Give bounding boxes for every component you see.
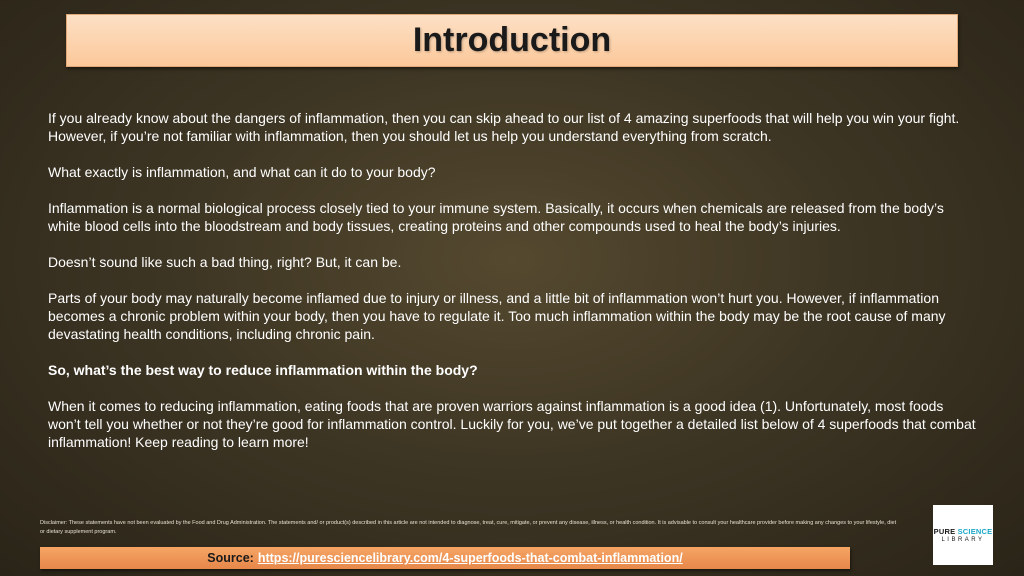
logo-top-line — [934, 527, 993, 536]
paragraph-foods: When it comes to reducing inflammation, eating foods that are proven warriors against inflammation is a good idea (1). Unfortunately, most foods won’t tell you whether or not they’re good for inflammation control. Luckily for you, we’ve put together a detailed list below of 4 superfoods that combat inflammation! Keep reading to learn more! — [48, 398, 976, 450]
disclaimer-text: Disclaimer: These statements have not been evaluated by the Food and Drug Administration. The statements and/ or product(s) described in this article are not intended to diagnose, treat, cure, mitigate, or prevent any disease, illness, or health condition. It is advisable to consult your healthcare provider before making any changes to your lifestyle, diet or dietary supplement program. — [40, 520, 897, 535]
title-banner — [66, 14, 958, 67]
source-label: Source: — [207, 551, 254, 565]
paragraph-not-bad: Doesn’t sound like such a bad thing, right? But, it can be. — [48, 254, 402, 270]
paragraph-definition: Inflammation is a normal biological process closely tied to your immune system. Basically, it occurs when chemicals are released from the body’s white blood cells into the bloodstream and body tissues, creating proteins and other compounds used to heal the body’s injuries. — [48, 200, 944, 234]
logo-word-pure: PURE — [933, 527, 956, 536]
logo-word-library: LIBRARY — [941, 537, 985, 543]
paragraph-question: What exactly is inflammation, and what can it do to your body? — [48, 164, 436, 180]
brand-logo — [933, 505, 993, 565]
paragraph-intro: If you already know about the dangers of inflammation, then you can skip ahead to our list of 4 amazing superfoods that will help you win your fight. However, if you’re not familiar with inflammation, then you should let us help you understand everything from scratch. — [48, 110, 960, 144]
source-link[interactable]: https://puresciencelibrary.com/4-superfoods-that-combat-inflammation/ — [257, 551, 683, 565]
source-banner — [40, 547, 850, 569]
slide-title: Introduction — [412, 21, 612, 59]
logo-word-science: SCIENCE — [957, 527, 993, 536]
slide-body — [48, 109, 978, 469]
paragraph-bold-question: So, what’s the best way to reduce inflammation within the body? — [48, 362, 478, 378]
paragraph-chronic: Parts of your body may naturally become inflamed due to injury or illness, and a little bit of inflammation won’t hurt you. However, if inflammation becomes a chronic problem within your body, then you have to regulate it. Too much inflammation within the body may be the root cause of many devastating health conditions, including chronic pain. — [48, 290, 946, 342]
